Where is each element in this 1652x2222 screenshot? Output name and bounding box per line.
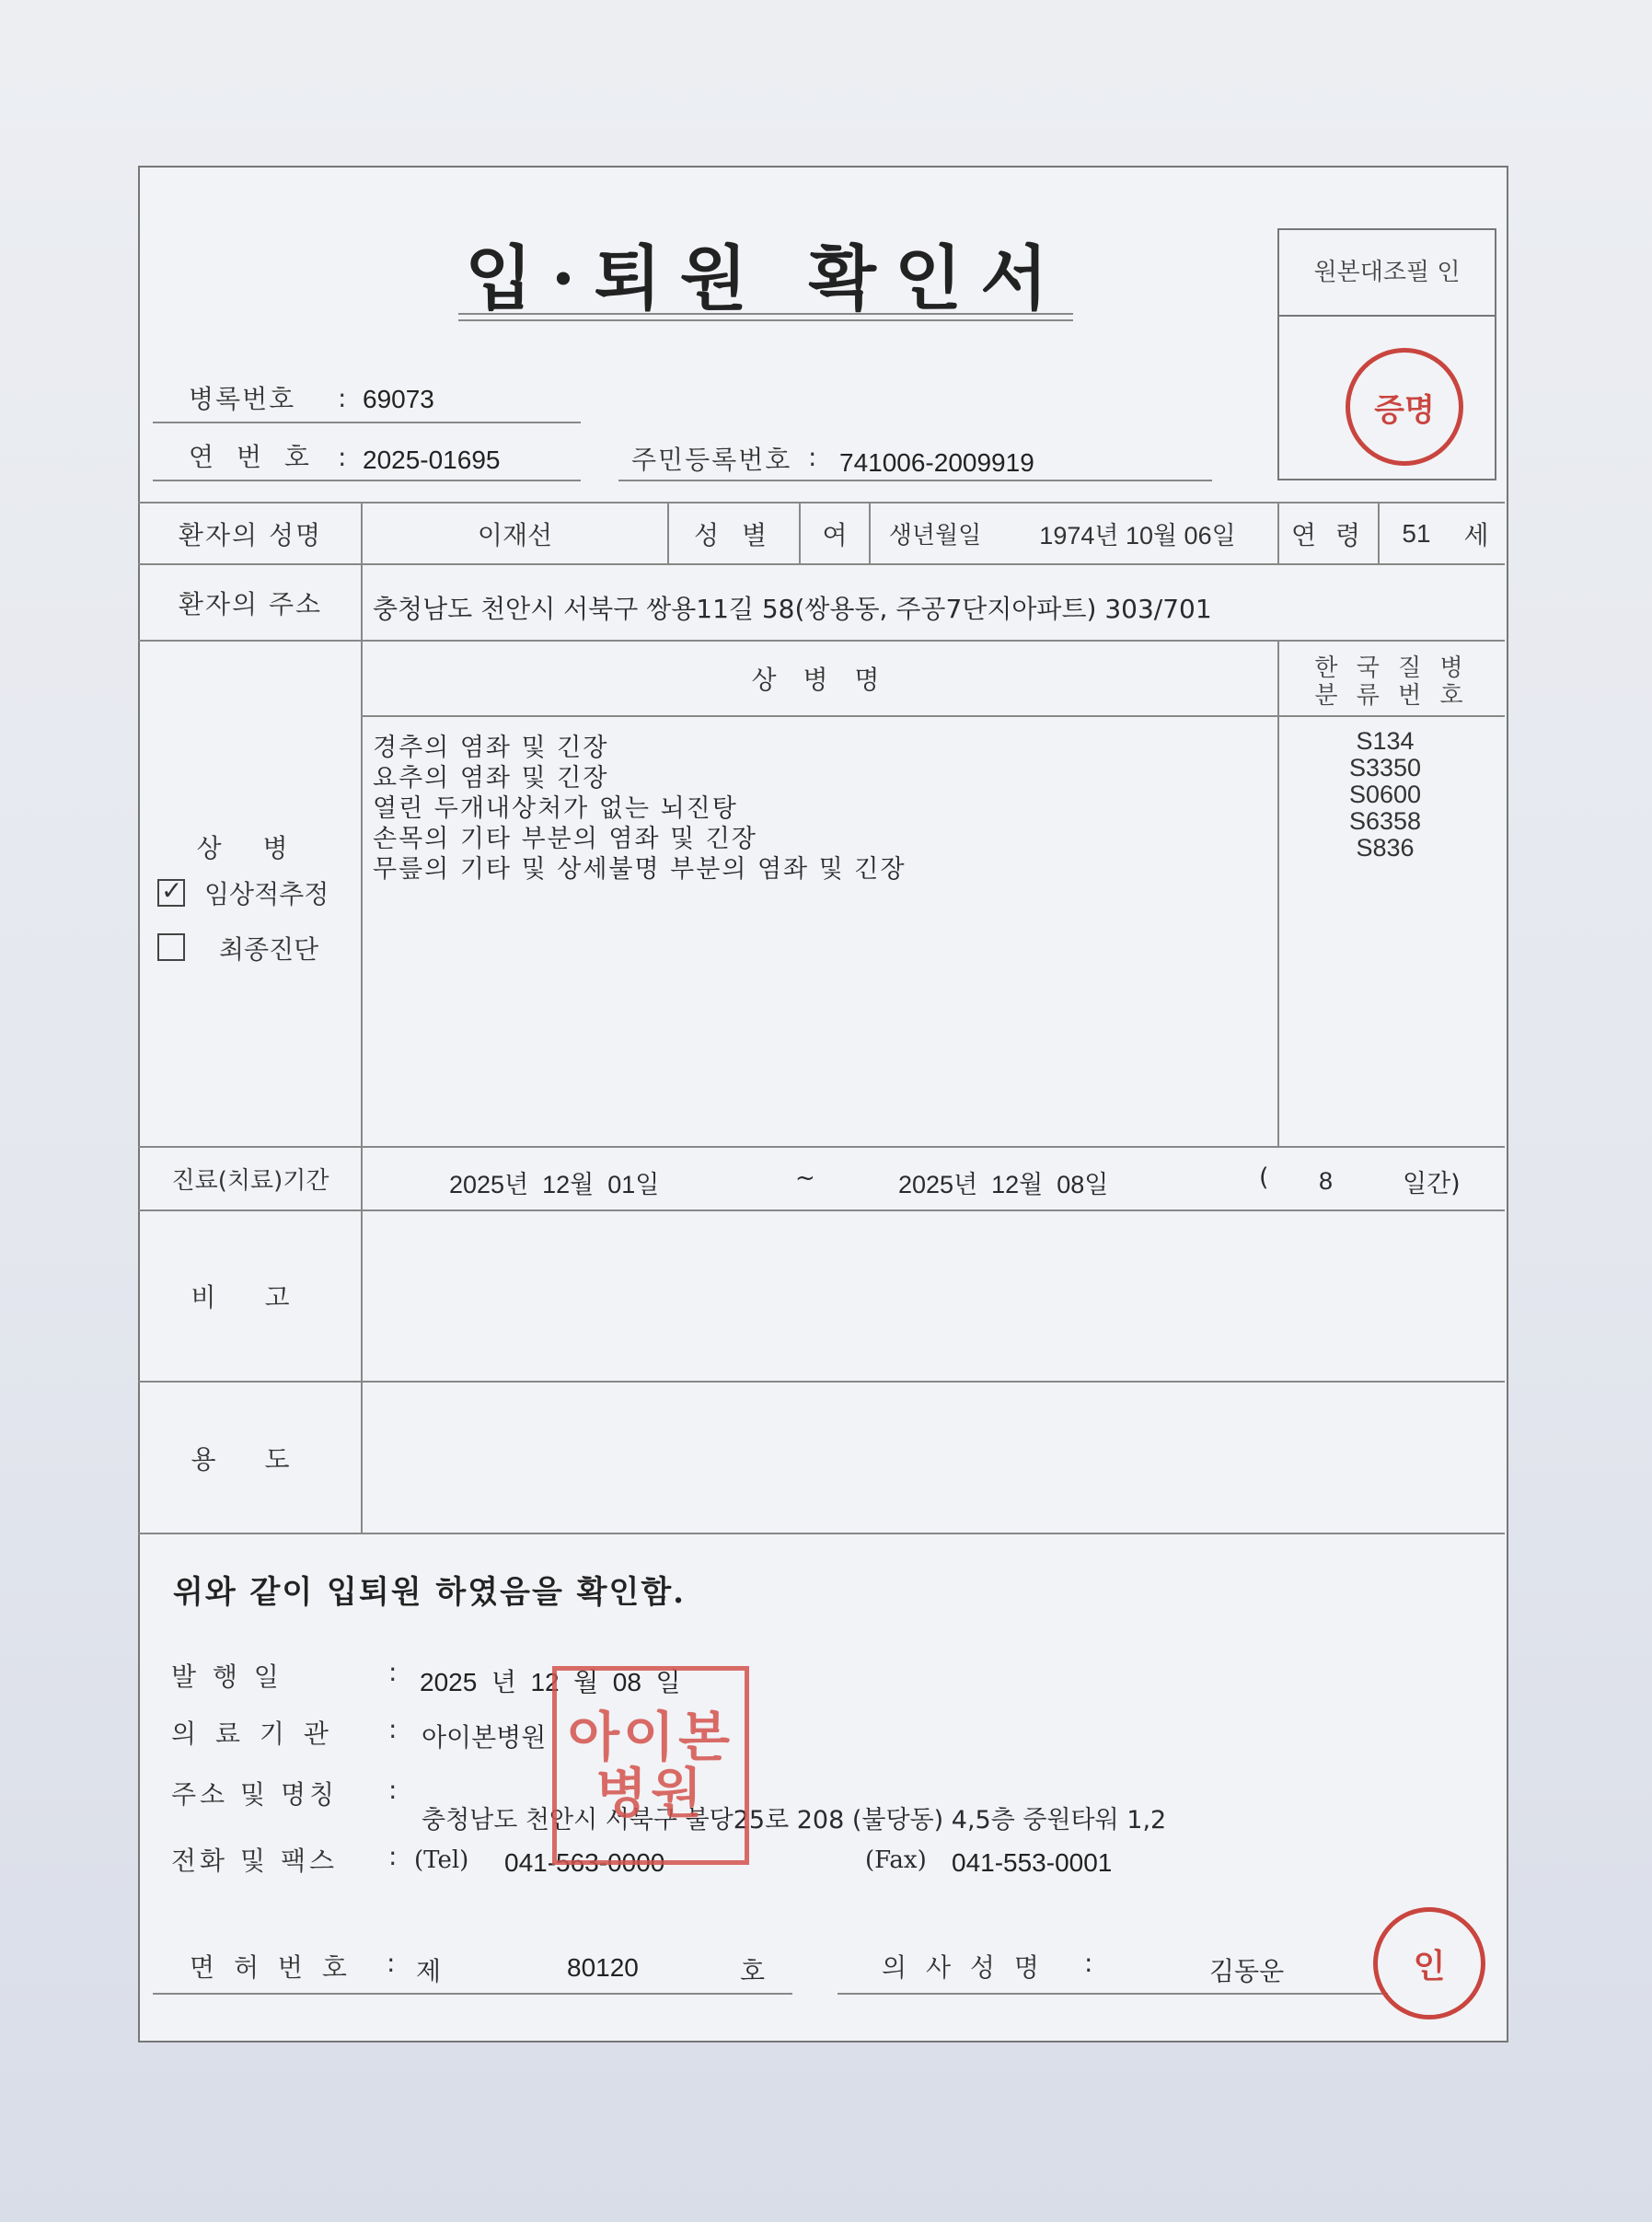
chart-no-value: 69073 (363, 385, 434, 413)
issue-date-value: 2025 년 12 월 08 일 (420, 1668, 681, 1696)
kcd-code: S0600 (1348, 781, 1422, 808)
license-underline (153, 1993, 792, 1995)
sex-label: 성 별 (694, 519, 774, 550)
period-end: 2025년 12월 08일 (898, 1171, 1109, 1198)
institution-label: 의 료 기 관 (171, 1719, 334, 1749)
colon: : (388, 1657, 398, 1687)
kcd-header-2: 분 류 번 호 (1314, 682, 1469, 710)
table-line (138, 1533, 1505, 1534)
kcd-code: S134 (1356, 727, 1415, 755)
license-label: 면 허 번 호 (190, 1952, 352, 1983)
confirmation-statement: 위와 같이 입퇴원 하였음을 확인함. (173, 1574, 686, 1611)
colon: : (388, 1841, 398, 1871)
serial-value: 2025-01695 (363, 446, 501, 474)
kcd-code: S3350 (1348, 754, 1422, 781)
institution-address: 충청남도 천안시 서북구 불당25로 208 (불당동) 4,5층 중원타워 1,2 (422, 1806, 1167, 1834)
dob-value: 1974년 10월 06일 (1039, 522, 1236, 550)
fax-prefix: (Fax) (865, 1846, 927, 1874)
colon: : (387, 1948, 396, 1978)
colon: : (338, 442, 347, 472)
colon: : (388, 1775, 398, 1805)
phone-fax-label: 전화 및 팩스 (171, 1846, 339, 1876)
kcd-header-1: 한 국 질 병 (1314, 654, 1469, 682)
patient-name-value: 이재선 (477, 519, 553, 550)
doctor-name: 김동운 (1209, 1956, 1285, 1986)
verification-seal (1346, 348, 1463, 466)
verification-seal-text: 증명 (1374, 391, 1435, 429)
serial-label: 연 번 호 (189, 442, 317, 472)
colon: : (808, 442, 817, 472)
doctor-label: 의 사 성 명 (882, 1952, 1045, 1983)
address-name-label: 주소 및 명칭 (171, 1779, 339, 1810)
hospital-seal (552, 1666, 749, 1865)
period-days-unit: 일간) (1403, 1170, 1461, 1198)
stamp-box-label: 원본대조필 인 (1279, 230, 1495, 317)
patient-address-label: 환자의 주소 (178, 588, 323, 619)
dob-label: 생년월일 (888, 522, 982, 550)
kcd-code: S836 (1356, 834, 1415, 862)
patient-name-label: 환자의 성명 (178, 519, 323, 550)
colon: : (388, 1714, 398, 1744)
age-unit: 세 (1463, 519, 1489, 550)
license-number: 80120 (567, 1953, 639, 1982)
final-diagnosis-checkbox[interactable] (157, 933, 185, 961)
hospital-seal-text: 아이본병원 (567, 1706, 734, 1824)
period-open-paren: ( (1259, 1163, 1269, 1192)
age-value: 51 (1402, 518, 1431, 548)
diagnosis-item: 열린 두개내상처가 없는 뇌진탕 (373, 794, 738, 823)
period-label: 진료(치료)기간 (171, 1167, 329, 1195)
chart-no-underline (153, 422, 581, 423)
clinical-estimate-label: 임상적추정 (204, 879, 329, 909)
kcd-code: S6358 (1348, 807, 1422, 835)
title-underline-2 (458, 319, 1073, 321)
diagnosis-section-label: 상 병 (196, 833, 305, 863)
table-vline (1277, 640, 1279, 1146)
period-start: 2025년 12월 01일 (449, 1171, 660, 1198)
rrn-label: 주민등록번호 (631, 445, 792, 475)
patient-address-value: 충청남도 천안시 서북구 쌍용11길 58(쌍용동, 주공7단지아파트) 303/701 (373, 594, 1212, 624)
tel-prefix: (Tel) (414, 1846, 469, 1874)
clinical-estimate-checkbox[interactable] (157, 879, 185, 907)
colon: : (1084, 1948, 1093, 1978)
chart-no-label: 병록번호 (189, 384, 296, 414)
final-diagnosis-label: 최종진단 (219, 934, 319, 965)
table-line (361, 715, 1505, 717)
doctor-seal-text: 인 (1413, 1947, 1446, 1985)
doctor-underline (838, 1993, 1388, 1995)
title-underline (458, 313, 1073, 315)
license-suffix: 호 (740, 1956, 766, 1986)
doctor-seal (1373, 1907, 1485, 2019)
serial-underline (153, 480, 581, 481)
document-title: 입·퇴원 확인서 (465, 237, 1067, 319)
issue-date-label: 발 행 일 (171, 1661, 279, 1692)
diagnosis-item: 무릎의 기타 및 상세불명 부분의 염좌 및 긴장 (373, 855, 907, 884)
colon: : (338, 383, 347, 413)
fax-value: 041-553-0001 (952, 1848, 1113, 1877)
tel-value: 041-563-0000 (504, 1848, 665, 1877)
license-prefix: 제 (416, 1956, 442, 1986)
diagnosis-item: 경추의 염좌 및 긴장 (373, 734, 609, 762)
diagnosis-name-header: 상 병 명 (751, 665, 889, 695)
age-label: 연 령 (1291, 519, 1366, 550)
period-days: 8 (1319, 1167, 1334, 1195)
institution-value: 아이본병원 (422, 1722, 547, 1753)
diagnosis-item: 손목의 기타 부분의 염좌 및 긴장 (373, 825, 757, 853)
remarks-label: 비 고 (191, 1282, 310, 1313)
rrn-value: 741006-2009919 (839, 448, 1034, 477)
rrn-underline (618, 480, 1212, 481)
diagnosis-item: 요추의 염좌 및 긴장 (373, 764, 609, 793)
sex-value: 여 (822, 519, 848, 550)
purpose-label: 용 도 (191, 1443, 310, 1475)
period-tilde: ~ (795, 1164, 815, 1192)
